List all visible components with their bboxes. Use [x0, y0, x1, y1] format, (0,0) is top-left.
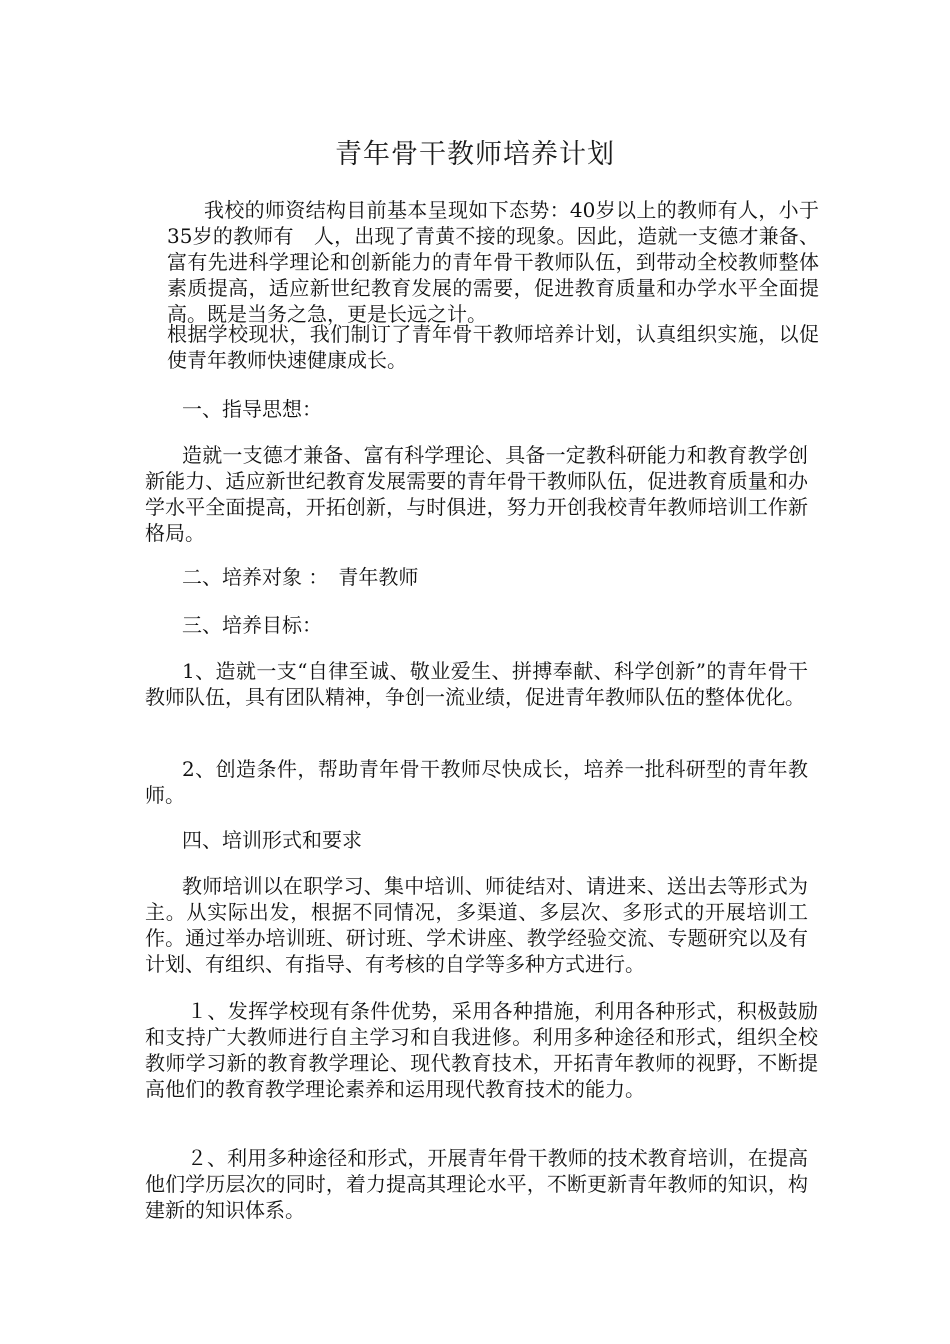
section-heading-training-target: 二、培养对象 ： 青年教师	[182, 565, 419, 589]
section-heading-training-goals: 三、培养目标：	[182, 613, 322, 637]
intro-paragraph: 我校的师资结构目前基本呈现如下态势：40岁以上的教师有人，小于35岁的教师有 人，出现了青黄不接的现象。因此，造就一支德才兼备、富有先进科学理论和创新能力的青年骨干教师队伍，到带动全校教师整体素质提高，适应新世纪教育发展的需要，促进教育质量和办学水平全面提高。既是当务之急，更是长远之计。	[167, 198, 819, 326]
section-heading-training-form: 四、培训形式和要求	[182, 828, 362, 852]
goal-paragraph-2: 2、创造条件，帮助青年骨干教师尽快成长，培养一批科研型的青年教师。	[145, 757, 808, 807]
training-form-item-2: ２、利用多种途径和形式，开展青年骨干教师的技术教育培训，在提高他们学历层次的同时，着力提高其理论水平，不断更新青年教师的知识，构建新的知识体系。	[145, 1146, 808, 1222]
training-form-paragraph: 教师培训以在职学习、集中培训、师徒结对、请进来、送出去等形式为主。从实际出发，根据不同情况，多渠道、多层次、多形式的开展培训工作。通过举办培训班、研讨班、学术讲座、教学经验交流、专题研究以及有计划、有组织、有指导、有考核的自学等多种方式进行。	[145, 874, 808, 976]
document-title: 青年骨干教师培养计划	[335, 139, 615, 170]
intro-continuation: 根据学校现状，我们制订了青年骨干教师培养计划，认真组织实施，以促使青年教师快速健康成长。	[167, 322, 819, 372]
goal-paragraph-1: 1、造就一支“自律至诚、敬业爱生、拼搏奉献、科学创新”的青年骨干教师队伍，具有团队精神，争创一流业绩，促进青年教师队伍的整体优化。	[145, 659, 808, 709]
training-form-item-1: １、发挥学校现有条件优势，采用各种措施，利用各种形式，积极鼓励和支持广大教师进行自主学习和自我进修。利用多种途径和形式，组织全校教师学习新的教育教学理论、现代教育技术，开拓青年教师的视野，不断提高他们的教育教学理论素养和运用现代教育技术的能力。	[145, 999, 818, 1101]
section-heading-guiding-ideology: 一、指导思想：	[182, 397, 322, 421]
guiding-ideology-paragraph: 造就一支德才兼备、富有科学理论、具备一定教科研能力和教育教学创新能力、适应新世纪教育发展需要的青年骨干教师队伍，促进教育质量和办学水平全面提高，开拓创新，与时俱进，努力开创我校青年教师培训工作新格局。	[145, 443, 808, 545]
